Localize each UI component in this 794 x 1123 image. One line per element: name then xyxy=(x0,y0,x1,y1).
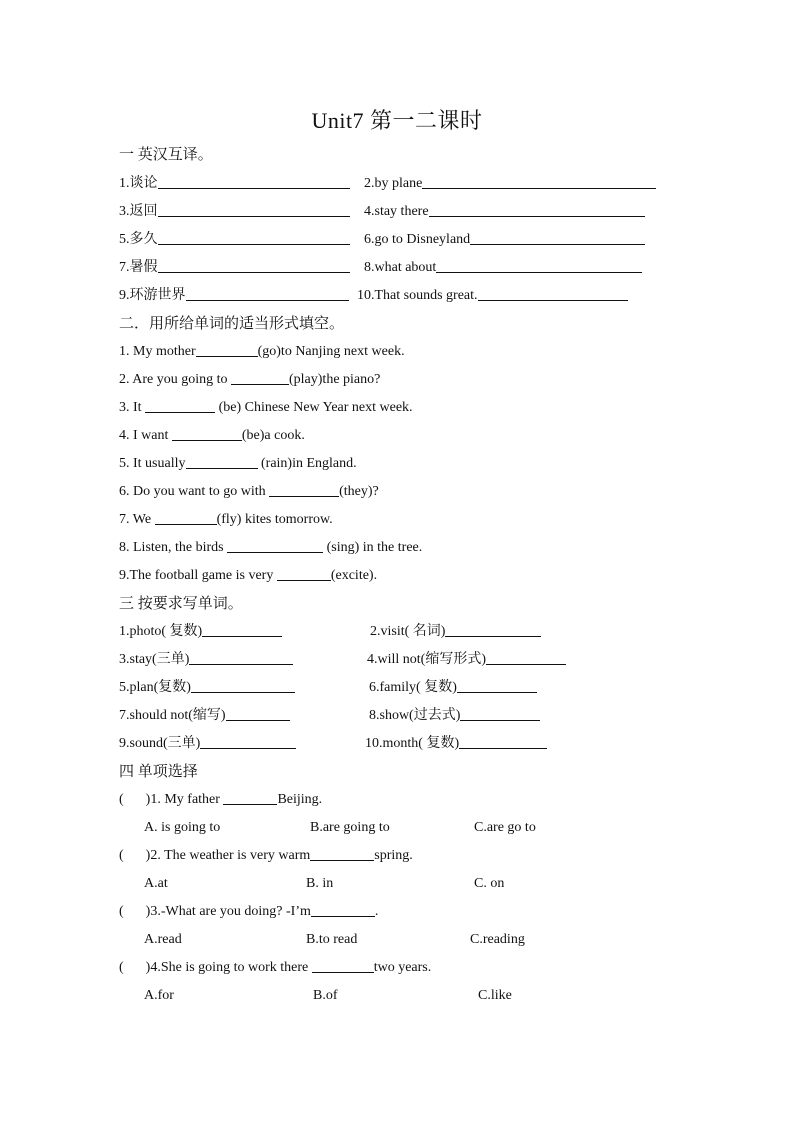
answer-blank[interactable] xyxy=(226,707,290,721)
choice-question: ( )2. The weather is very warm spring. xyxy=(119,848,413,863)
word-form-row: 5.plan(复数) 6.family( 复数) xyxy=(119,679,295,697)
section1-heading: 一 英汉互译。 xyxy=(119,147,213,163)
fill-in-item: 9.The football game is very (excite). xyxy=(119,568,378,583)
option-c[interactable]: C.reading xyxy=(470,932,525,947)
answer-blank[interactable] xyxy=(186,455,258,469)
fill-in-item: 4. I want (be)a cook. xyxy=(119,428,305,443)
option-a[interactable]: A.for xyxy=(144,988,174,1003)
section3-heading: 三 按要求写单词。 xyxy=(119,596,243,612)
option-b[interactable]: B.are going to xyxy=(310,820,390,835)
answer-blank[interactable] xyxy=(202,623,282,637)
answer-blank[interactable] xyxy=(269,483,339,497)
answer-blank[interactable] xyxy=(459,735,547,749)
section1-row: 5.多久 6.go to Disneyland xyxy=(119,231,350,249)
answer-blank[interactable] xyxy=(196,343,258,357)
answer-blank[interactable] xyxy=(191,679,295,693)
choice-question: ( )1. My father Beijing. xyxy=(119,792,323,807)
option-b[interactable]: B. in xyxy=(306,876,334,891)
choice-question: ( )4.She is going to work there two years. xyxy=(119,960,432,975)
section2-heading: 二．用所给单词的适当形式填空。 xyxy=(119,316,345,332)
answer-blank[interactable] xyxy=(478,287,628,301)
fill-in-item: 5. It usually (rain)in England. xyxy=(119,456,357,471)
answer-blank[interactable] xyxy=(172,427,242,441)
fill-in-item: 3. It (be) Chinese New Year next week. xyxy=(119,400,413,415)
answer-blank[interactable] xyxy=(145,399,215,413)
option-a[interactable]: A.at xyxy=(144,876,168,891)
word-form-row: 1.photo( 复数) 2.visit( 名词) xyxy=(119,623,282,641)
fill-in-item: 7. We (fly) kites tomorrow. xyxy=(119,512,333,527)
option-c[interactable]: C. on xyxy=(474,876,505,891)
option-a[interactable]: A. is going to xyxy=(144,820,221,835)
answer-blank xyxy=(223,791,277,805)
answer-blank[interactable] xyxy=(158,203,350,217)
word-form-row: 7.should not(缩写) 8.show(过去式) xyxy=(119,707,290,725)
answer-blank[interactable] xyxy=(460,707,540,721)
section1-row: 7.暑假 8.what about xyxy=(119,259,350,277)
answer-blank[interactable] xyxy=(429,203,645,217)
section4-heading: 四 单项选择 xyxy=(119,764,198,780)
option-a[interactable]: A.read xyxy=(144,932,182,947)
word-form-row: 9.sound(三单) 10.month( 复数) xyxy=(119,735,296,753)
option-c[interactable]: C.like xyxy=(478,988,512,1003)
option-c[interactable]: C.are go to xyxy=(474,820,536,835)
answer-blank[interactable] xyxy=(186,287,349,301)
answer-blank[interactable] xyxy=(158,231,350,245)
option-b[interactable]: B.to read xyxy=(306,932,358,947)
answer-blank[interactable] xyxy=(422,175,656,189)
answer-blank[interactable] xyxy=(231,371,289,385)
section1-row: 1.谈论 2.by plane xyxy=(119,175,350,193)
word-form-row: 3.stay(三单) 4.will not(缩写形式) xyxy=(119,651,293,669)
answer-blank[interactable] xyxy=(445,623,541,637)
answer-blank[interactable] xyxy=(227,539,323,553)
fill-in-item: 1. My mother (go)to Nanjing next week. xyxy=(119,344,405,359)
answer-blank[interactable] xyxy=(470,231,645,245)
section1-row: 3.返回 4.stay there xyxy=(119,203,350,221)
choice-question: ( )3.-What are you doing? -I’m . xyxy=(119,904,379,919)
answer-blank xyxy=(312,959,374,973)
answer-blank xyxy=(310,847,374,861)
answer-blank[interactable] xyxy=(277,567,331,581)
option-b[interactable]: B.of xyxy=(313,988,338,1003)
answer-blank[interactable] xyxy=(486,651,566,665)
fill-in-item: 6. Do you want to go with (they)? xyxy=(119,484,379,499)
answer-blank[interactable] xyxy=(158,259,350,273)
page-title: Unit7 第一二课时 xyxy=(311,108,483,133)
answer-blank[interactable] xyxy=(158,175,350,189)
answer-blank[interactable] xyxy=(200,735,296,749)
answer-blank[interactable] xyxy=(457,679,537,693)
fill-in-item: 2. Are you going to (play)the piano? xyxy=(119,372,381,387)
answer-blank[interactable] xyxy=(189,651,293,665)
answer-blank xyxy=(311,903,375,917)
section1-row: 9.环游世界 10.That sounds great. xyxy=(119,287,349,305)
answer-blank[interactable] xyxy=(436,259,642,273)
answer-blank[interactable] xyxy=(155,511,217,525)
fill-in-item: 8. Listen, the birds (sing) in the tree. xyxy=(119,540,423,555)
